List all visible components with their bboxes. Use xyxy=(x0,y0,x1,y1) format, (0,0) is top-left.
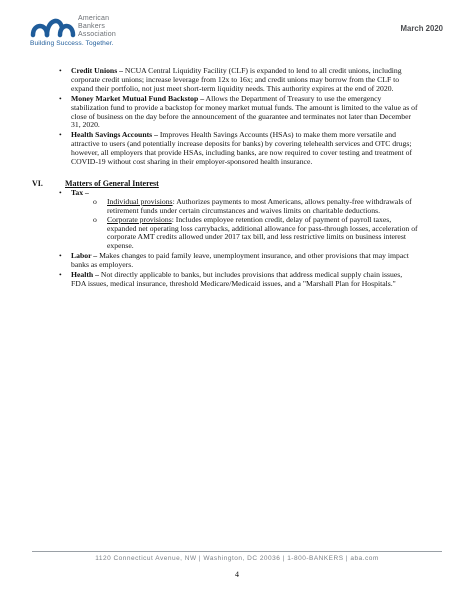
sub-list-item: o Corporate provisions: Includes employee retention credit, delay of payment of payroll taxes, expanded net operating loss carrybacks, additional allowance for pass-through losses, acceleration of corporate AMT credits allowed under 2017 tax bill, and less restrictive limits on business interest expense. xyxy=(93,214,418,251)
tagline: Building Success. Together. xyxy=(30,40,114,47)
aba-logo-mark-icon xyxy=(30,14,76,40)
document-date: March 2020 xyxy=(400,24,443,33)
section-number: VI. xyxy=(32,178,43,188)
bottom-bullet-list xyxy=(59,189,419,289)
list-item: • Health Savings Accounts – Improves Health Savings Accounts (HSAs) to make them more versatile and attractive to users (and potentially increase deposits for banks) by covering telehealth services and OTC drugs; however, all employers that provide HSAs, including banks, are now required to cover testing and treatment of COVID-19 without cost sharing in their employer-sponsored health insurance. xyxy=(59,130,413,167)
sub-list-item: o Individual provisions: Authorizes payments to most Americans, allows penalty-free withdrawals of retirement funds under certain circumstances and waives limits on charitable deductions. xyxy=(93,196,412,215)
section-title: Matters of General Interest xyxy=(65,178,159,188)
section-heading xyxy=(32,180,419,189)
logo-wordmark: American Bankers Association xyxy=(78,15,116,38)
footer-address: 1120 Connecticut Avenue, NW | Washington, DC 20036 | 1-800-BANKERS | aba.com xyxy=(95,555,379,562)
page-number: 4 xyxy=(235,570,239,579)
top-bullet-list xyxy=(59,67,419,167)
list-item: • Money Market Mutual Fund Backstop – Allows the Department of Treasury to use the emergency stabilization fund to provide a backstop for money market mutual funds. The amount is limited to the value as of close of business on the day before the announcement of the guarantee and terminates not later than December 31, 2020. xyxy=(59,93,418,130)
tax-sub-list xyxy=(93,198,419,251)
list-item-tax: • Tax – o Individual provisions: Authorizes payments to most Americans, allows penalty-free withdrawals of retirement funds under certain circumstances and waives limits on charitable deductions. o Corporate provisions: Includes employee retention credit, delay of payment of payroll taxes, expanded net operating loss carrybacks, additional allowance for pass-through losses, acceleration of corporate AMT credits allowed under 2017 tax bill, and less restrictive limits on business interest expense. xyxy=(59,187,418,251)
document-body xyxy=(32,66,419,290)
list-item: • Labor – Makes changes to paid family leave, unemployment insurance, and other provisions that may impact banks as employers. xyxy=(59,251,409,270)
list-item: • Health – Not directly applicable to banks, but includes provisions that address medical supply chain issues, FDA issues, medical insurance, threshold Medicare/Medicaid issues, and a "Marshall Plan for Hospitals." xyxy=(59,270,403,288)
footer-divider xyxy=(32,551,442,552)
list-item: • Credit Unions – NCUA Central Liquidity Facility (CLF) is expanded to lend to all credit unions, including corporate credit unions; increase leverage from 12x to 16x; and credit unions may borrow from the CLF to expand their portfolio, not just meet short-term liquidity needs. This authority expires at the end of 2020. xyxy=(59,66,402,93)
